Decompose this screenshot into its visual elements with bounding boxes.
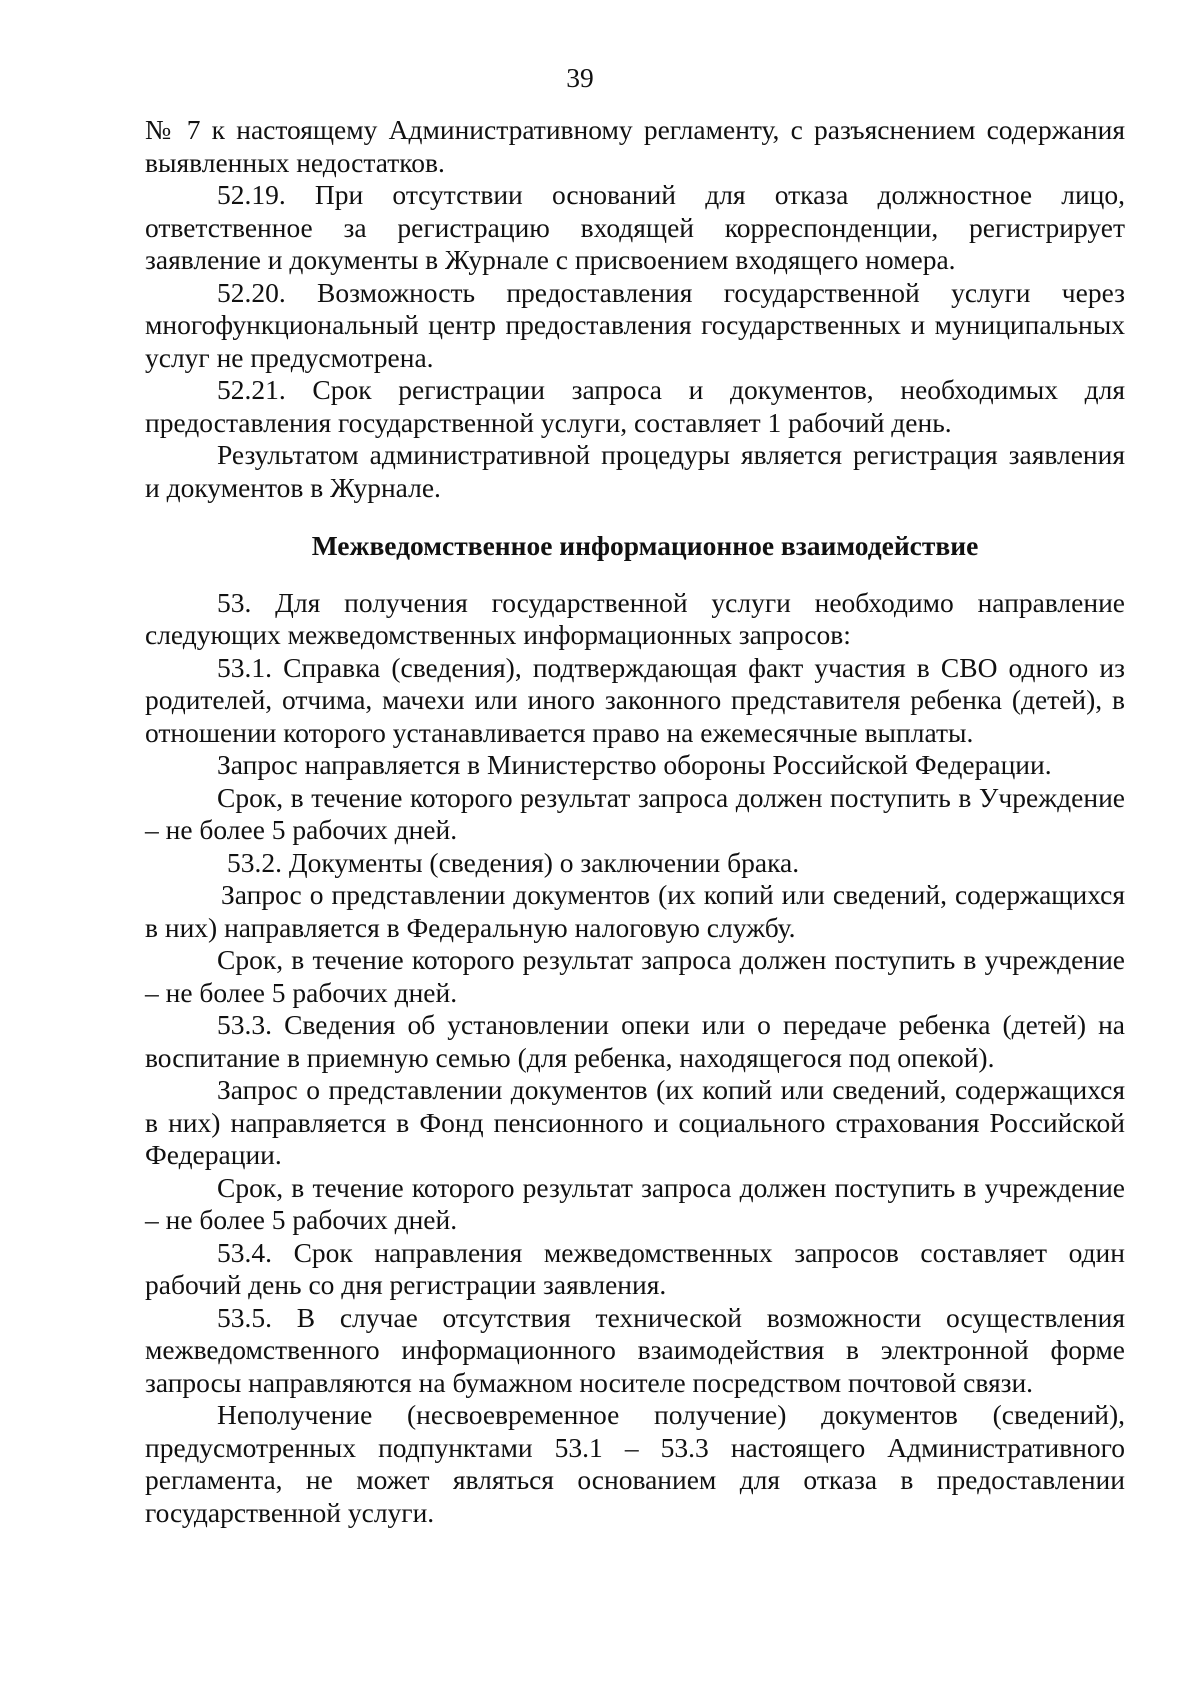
paragraph-result: Результатом административной процедуры является регистрация заявления и документов в Журнале. [145,439,1125,503]
paragraph-53-2-term: Срок, в течение которого результат запроса должен поступить в учреждение – не более 5 рабочих дней. [145,944,1125,1008]
paragraph-53-3: 53.3. Сведения об установлении опеки или о передаче ребенка (детей) на воспитание в приемную семью (для ребенка, находящегося под опекой). [145,1009,1125,1073]
paragraph-53-2-request: Запрос о представлении документов (их копий или сведений, содержащихся в них) направляется в Федеральную налоговую службу. [145,879,1125,943]
paragraph-53-3-term: Срок, в течение которого результат запроса должен поступить в учреждение – не более 5 рабочих дней. [145,1171,1125,1235]
paragraph-53: 53. Для получения государственной услуги необходимо направление следующих межведомственных информационных запросов: [145,586,1125,650]
paragraph-non-receipt: Неполучение (несвоевременное получение) документов (сведений), предусмотренных подпунктами 53.1 – 53.3 настоящего Административного регламента, не может являться основанием для отказа в предоставлении государственной услуги. [145,1399,1125,1528]
paragraph-52-21: 52.21. Срок регистрации запроса и документов, необходимых для предоставления государственной услуги, составляет 1 рабочий день. [145,374,1125,438]
paragraph-continuation: № 7 к настоящему Административному регламенту, с разъяснением содержания выявленных недостатков. [145,114,1125,178]
paragraph-52-19: 52.19. При отсутствии оснований для отказа должностное лицо, ответственное за регистрацию входящей корреспонденции, регистрирует заявление и документы в Журнале с присвоением входящего номера. [145,179,1125,275]
section-heading: Межведомственное информационное взаимодействие [311,530,979,561]
page-number: 39 [566,62,594,93]
paragraph-53-3-request: Запрос о представлении документов (их копий или сведений, содержащихся в них) направляется в Фонд пенсионного и социального страхования Российской Федерации. [145,1074,1125,1170]
paragraph-52-20: 52.20. Возможность предоставления государственной услуги через многофункциональный центр предоставления государственных и муниципальных услуг не предусмотрена. [145,276,1125,373]
document-body [145,114,1125,1529]
paragraph-53-2: 53.2. Документы (сведения) о заключении брака. [227,846,800,878]
paragraph-53-1-term: Срок, в течение которого результат запроса должен поступить в Учреждение – не более 5 рабочих дней. [145,781,1125,845]
paragraph-53-1-request: Запрос направляется в Министерство обороны Российской Федерации. [217,749,1052,780]
paragraph-53-1: 53.1. Справка (сведения), подтверждающая факт участия в СВО одного из родителей, отчима, мачехи или иного законного представителя ребенка (детей), в отношении которого устанавливается право на ежемесячные выплаты. [145,651,1125,748]
paragraph-53-4: 53.4. Срок направления межведомственных запросов составляет один рабочий день со дня регистрации заявления. [145,1236,1125,1300]
paragraph-53-5: 53.5. В случае отсутствия технической возможности осуществления межведомственного информационного взаимодействия в электронной форме запросы направляются на бумажном носителе посредством почтовой связи. [145,1301,1125,1398]
